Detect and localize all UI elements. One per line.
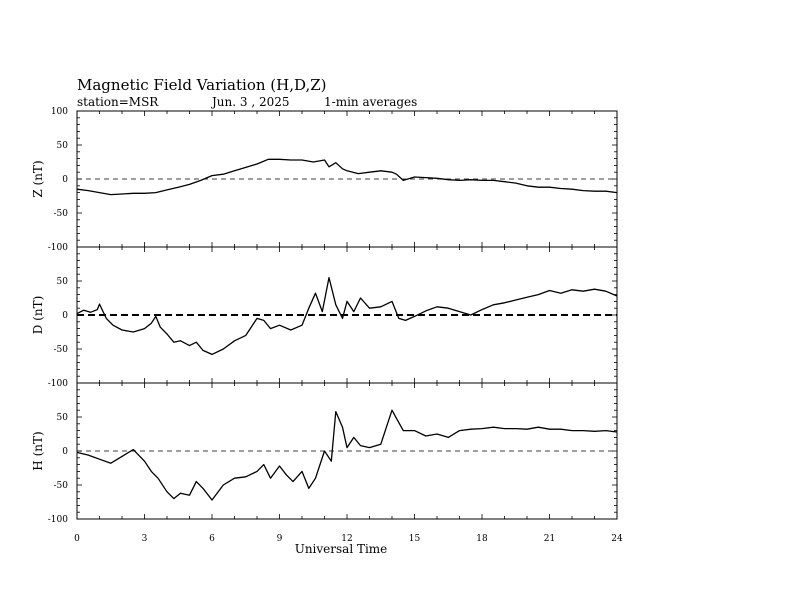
x-tick-label: 15 — [408, 534, 421, 544]
x-tick-label: 18 — [476, 534, 488, 544]
y-tick-label-z: 0 — [62, 175, 68, 185]
y-tick-label-z: 100 — [50, 107, 68, 117]
series-line-z — [77, 159, 617, 194]
y-tick-label-d: -50 — [53, 345, 68, 355]
y-tick-label-z: 50 — [56, 141, 68, 151]
x-tick-label: 0 — [74, 534, 80, 544]
x-tick-label: 3 — [141, 534, 148, 544]
x-tick-label: 9 — [276, 534, 283, 544]
y-tick-label-d: -100 — [47, 379, 68, 389]
date-label: Jun. 3 , 2025 — [212, 95, 290, 109]
series-line-h — [77, 410, 617, 500]
x-tick-label: 6 — [209, 534, 215, 544]
y-tick-label-h: 0 — [62, 447, 68, 457]
y-tick-label-h: -100 — [47, 515, 68, 525]
y-tick-label-d: 50 — [56, 277, 68, 287]
averaging-label: 1-min averages — [324, 95, 418, 109]
x-tick-label: 24 — [611, 534, 623, 544]
y-axis-label-z: Z (nT) — [31, 160, 45, 198]
x-tick-label: 12 — [341, 534, 353, 544]
y-axis-label-h: H (nT) — [31, 431, 45, 471]
y-tick-label-z: -100 — [47, 243, 68, 253]
station-label: station=MSR — [77, 95, 159, 109]
y-tick-label-d: 0 — [62, 311, 68, 321]
y-tick-label-z: -50 — [53, 209, 68, 219]
x-axis-label: Universal Time — [294, 542, 388, 556]
x-tick-label: 21 — [543, 534, 556, 544]
y-tick-label-h: -50 — [53, 481, 68, 491]
y-axis-label-d: D (nT) — [31, 295, 45, 335]
y-tick-label-h: 50 — [56, 413, 68, 423]
chart-title: Magnetic Field Variation (H,D,Z) — [77, 76, 327, 94]
